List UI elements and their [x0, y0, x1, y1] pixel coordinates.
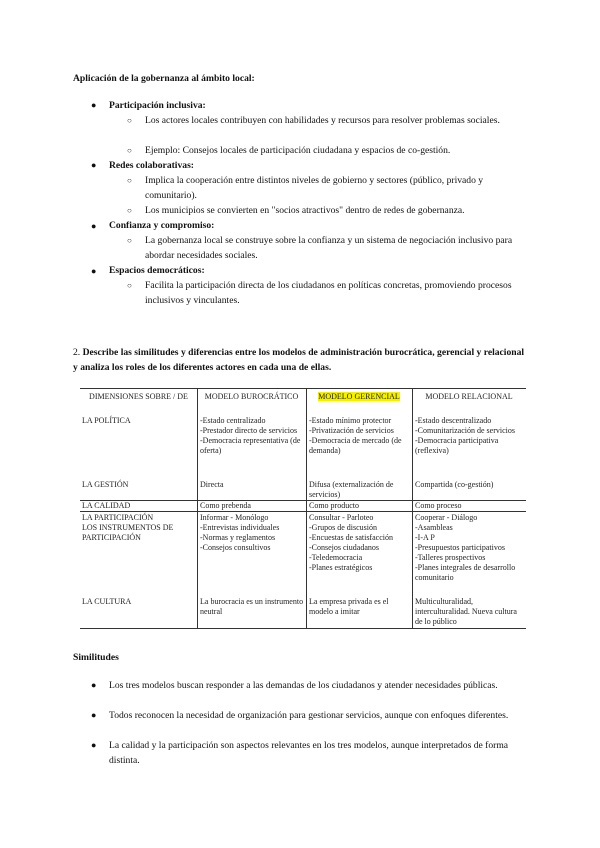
table-header-relacional: MODELO RELACIONAL: [425, 392, 513, 401]
table-cell: -Estado centralizado -Prestador directo de servicios -Democracia representativa (de oferta): [200, 416, 301, 455]
circle-bullet-icon: ○: [127, 146, 132, 155]
table-border-top: [80, 388, 526, 389]
table-cell-dimension: LA CULTURA: [82, 597, 132, 606]
table-cell: Compartida (co-gestión): [415, 480, 494, 489]
table-cell: Cooperar - Diálogo -Asambleas -I-A P -Presupuestos participativos -Talleres prospectivos -Planes integrales de desarrollo comunitario: [415, 513, 516, 582]
list-subitem: Implica la cooperación entre distintos niveles de gobierno y sectores (público, privado y comunitario).: [145, 175, 484, 201]
highlighted-header-text: MODELO GERENCIAL: [318, 392, 400, 401]
circle-bullet-icon: ○: [127, 281, 132, 290]
list-item-heading: Redes colaborativas:: [109, 160, 194, 171]
list-item: La calidad y la participación son aspectos relevantes en los tres modelos, aunque interpretados de forma distinta.: [109, 740, 509, 766]
table-column-divider: [412, 388, 413, 628]
table-header-burocratico: MODELO BUROCRÁTICO: [204, 392, 299, 401]
list-subitem: Los municipios se convierten en "socios atractivos" dentro de redes de gobernanza.: [145, 205, 465, 216]
table-cell: Como producto: [309, 501, 359, 510]
list-subitem: Facilita la participación directa de los ciudadanos en políticas concretas, promoviendo procesos inclusivos y vinculantes.: [145, 280, 512, 306]
list-subitem: Ejemplo: Consejos locales de participación ciudadana y espacios de co-gestión.: [145, 145, 451, 156]
bullet-icon: ●: [91, 100, 97, 110]
list-subitem: La gobernanza local se construye sobre la confianza y un sistema de negociación inclusivo para abordar necesidades sociales.: [145, 235, 513, 261]
section-heading: Similitudes: [73, 652, 119, 663]
table-border-bottom: [80, 628, 526, 629]
bullet-icon: ●: [91, 710, 97, 720]
question-text: Describe las similitudes y diferencias entre los modelos de administración burocrática, gerencial y relacional y analiza los roles de los diferentes actores en cada una de ellas.: [73, 347, 525, 373]
list-item: Todos reconocen la necesidad de organización para gestionar servicios, aunque con enfoques diferentes.: [109, 710, 509, 721]
table-cell-dimension: LA PARTICIPACIÓN LOS INSTRUMENTOS DE PARTICIPACIÓN: [82, 513, 174, 542]
list-subitem: Los actores locales contribuyen con habilidades y recursos para resolver problemas sociales.: [145, 115, 500, 126]
circle-bullet-icon: ○: [127, 236, 132, 245]
section-title: Aplicación de la gobernanza al ámbito local:: [73, 73, 255, 84]
table-cell-dimension: LA CALIDAD: [82, 501, 131, 510]
table-cell: Multiculturalidad, interculturalidad. Nueva cultura de lo público: [415, 597, 517, 626]
table-cell: Como prebenda: [200, 501, 251, 510]
table-cell: Difusa (externalización de servicios): [309, 480, 394, 499]
table-column-divider: [197, 388, 198, 628]
table-cell: Como proceso: [415, 501, 462, 510]
table-column-divider: [306, 388, 307, 628]
list-item-heading: Participación inclusiva:: [109, 100, 206, 111]
table-cell: Consultar - Parloteo -Grupos de discusión -Encuestas de satisfacción -Consejos ciudadanos -Teledemocracia -Planes estratégicos: [309, 513, 393, 572]
table-cell: Directa: [200, 480, 224, 489]
bullet-icon: ●: [91, 221, 97, 231]
table-cell: La burocracia es un instrumento neutral: [200, 597, 304, 616]
circle-bullet-icon: ○: [127, 176, 132, 185]
circle-bullet-icon: ○: [127, 116, 132, 125]
table-cell: -Estado mínimo protector -Privatización de servicios -Democracia de mercado (de demanda): [309, 416, 402, 455]
list-item-heading: Espacios democráticos:: [109, 265, 205, 276]
bullet-icon: ●: [91, 266, 97, 276]
list-item-heading: Confianza y compromiso:: [109, 220, 215, 231]
table-cell: Informar - Monólogo -Entrevistas individuales -Normas y reglamentos -Consejos consultivos: [200, 513, 280, 552]
circle-bullet-icon: ○: [127, 206, 132, 215]
table-cell-dimension: LA GESTIÓN: [82, 480, 129, 489]
table-cell: La empresa privada es el modelo a imitar: [309, 597, 389, 616]
bullet-icon: ●: [91, 740, 97, 750]
table-header-dimensions: DIMENSIONES SOBRE / DE: [89, 392, 188, 401]
table-divider: [80, 511, 526, 512]
bullet-icon: ●: [91, 160, 97, 170]
table-cell: -Estado descentralizado -Comunitarización de servicios -Democracia participativa (reflexiva): [415, 416, 515, 455]
table-cell-dimension: LA POLÍTICA: [82, 416, 131, 425]
question-number: 2.: [73, 347, 81, 358]
list-item: Los tres modelos buscan responder a las demandas de los ciudadanos y atender necesidades públicas.: [109, 680, 498, 691]
table-header-gerencial: [308, 392, 410, 402]
bullet-icon: ●: [91, 680, 97, 690]
question-2: [73, 345, 528, 375]
